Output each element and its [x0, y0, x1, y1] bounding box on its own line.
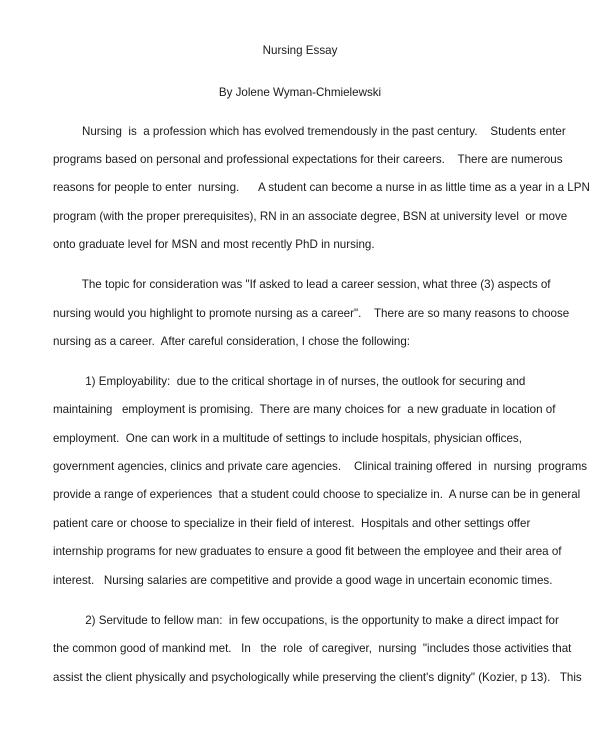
paragraph-line: The topic for consideration was "If asked to lead a career session, what three (3) aspects of [53, 278, 551, 291]
paragraph-line: patient care or choose to specialize in their field of interest. Hospitals and other settings offer [53, 517, 531, 530]
paragraph-line: interest. Nursing salaries are competitive and provide a good wage in uncertain economic times. [53, 574, 553, 587]
paragraph-line: reasons for people to enter nursing. A student can become a nurse in as little time as a year in a LPN [53, 181, 590, 194]
paragraph-line: program (with the proper prerequisites), RN in an associate degree, BSN at university level or move [53, 210, 568, 223]
paragraph-line: nursing would you highlight to promote nursing as a career". There are so many reasons to choose [53, 307, 570, 320]
paragraph-line: the common good of mankind met. In the role of caregiver, nursing "includes those activities that [53, 642, 572, 655]
paragraph-line: internship programs for new graduates to ensure a good fit between the employee and their area of [53, 545, 562, 558]
paragraph-line: nursing as a career. After careful consideration, I chose the following: [53, 335, 411, 348]
paragraph-line: maintaining employment is promising. There are many choices for a new graduate in location of [53, 403, 556, 416]
document-author: By Jolene Wyman-Chmielewski [218, 86, 382, 99]
paragraph-line: government agencies, clinics and private care agencies. Clinical training offered in nursing programs [53, 460, 588, 473]
paragraph-line: programs based on personal and professional expectations for their careers. There are numerous [53, 153, 563, 166]
paragraph-line: Nursing is a profession which has evolved tremendously in the past century. Students enter [53, 125, 566, 138]
paragraph-line: employment. One can work in a multitude of settings to include hospitals, physician offices, [53, 432, 522, 445]
document-title: Nursing Essay [262, 44, 338, 57]
paragraph-line: onto graduate level for MSN and most recently PhD in nursing. [53, 238, 375, 251]
paragraph-line: provide a range of experiences that a student could choose to specialize in. A nurse can be in general [53, 488, 581, 501]
paragraph-line: 2) Servitude to fellow man: in few occupations, is the opportunity to make a direct impact for [53, 614, 559, 627]
paragraph-line: assist the client physically and psychologically while preserving the client's dignity" (Kozier, p 13). This [53, 671, 582, 684]
paragraph-line: 1) Employability: due to the critical shortage in of nurses, the outlook for securing and [53, 375, 526, 388]
